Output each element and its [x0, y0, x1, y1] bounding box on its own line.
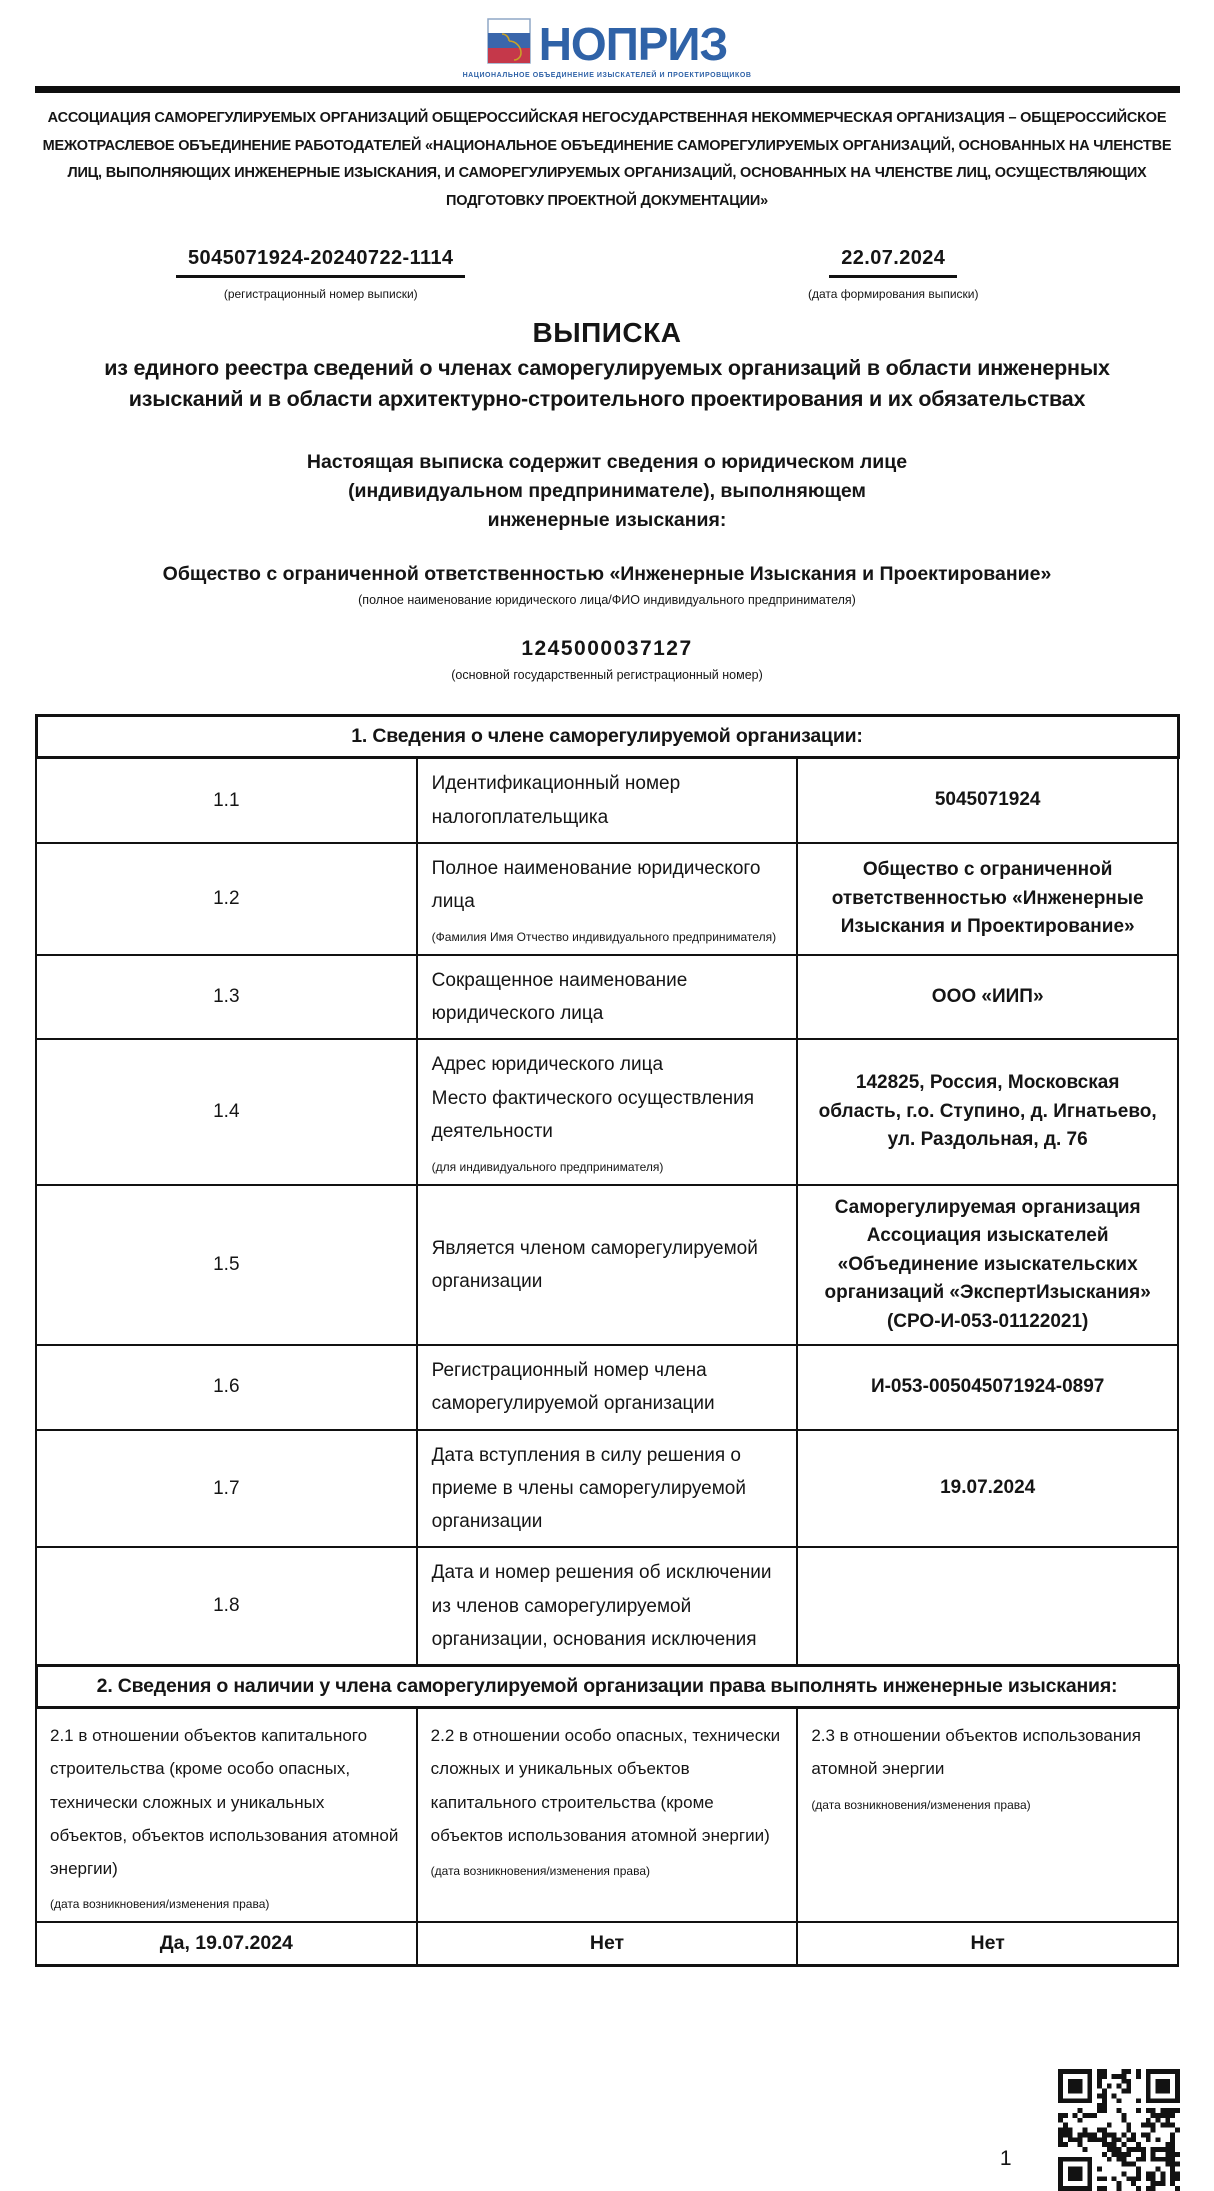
section2-header-row — [36, 1666, 1178, 1708]
section1-header-row — [36, 716, 1178, 758]
flag-icon — [487, 18, 531, 69]
right-note: (дата возникновения/изменения права) — [430, 1863, 651, 1878]
row-number: 1.2 — [36, 843, 417, 955]
row-label: Регистрационный номер члена саморегулируемой организации — [417, 1345, 798, 1430]
row-number: 1.3 — [36, 955, 417, 1040]
row-label-text2: Место фактического осуществления деятельности — [431, 1087, 755, 1142]
row-value: 19.07.2024 — [797, 1430, 1178, 1548]
row-label: Является членом саморегулируемой организации — [417, 1185, 798, 1346]
row-label-text: Полное наименование юридического лица — [431, 857, 761, 913]
brand-tagline: НАЦИОНАЛЬНОЕ ОБЪЕДИНЕНИЕ ИЗЫСКАТЕЛЕЙ И ПРОЕКТИРОВЩИКОВ — [462, 72, 752, 79]
table-row — [36, 843, 1178, 955]
right-text: 2.3 в отношении объектов использования атомной энергии — [811, 1726, 1141, 1779]
section1-title: 1. Сведения о члене саморегулируемой организации: — [36, 716, 1178, 758]
row-label-note: (Фамилия Имя Отчество индивидуального предпринимателя) — [431, 930, 777, 945]
right-note: (дата возникновения/изменения права) — [811, 1797, 1031, 1812]
reg-number-block — [35, 247, 608, 301]
row-number: 1.1 — [36, 758, 417, 843]
right-note: (дата возникновения/изменения права) — [50, 1896, 270, 1911]
row-number: 1.5 — [36, 1185, 417, 1346]
rights-table — [35, 1664, 1180, 1966]
document-title: ВЫПИСКА — [532, 317, 682, 349]
table-row — [36, 955, 1178, 1040]
row-label: Дата вступления в силу решения о приеме в члены саморегулируемой организации — [417, 1430, 798, 1548]
row-label — [417, 843, 798, 955]
right-answer: Да, 19.07.2024 — [36, 1922, 417, 1966]
table-row — [36, 1547, 1178, 1665]
row-value: И-053-005045071924-0897 — [797, 1345, 1178, 1430]
right-text: 2.1 в отношении объектов капитального строительства (кроме особо опасных, технически сложных и уникальных объектов, объектов использования атомной энергии) — [50, 1726, 399, 1878]
extract-date: 22.07.2024 — [829, 247, 957, 278]
extract-date-block — [607, 247, 1180, 301]
row-label-note: (для индивидуального предпринимателя) — [431, 1160, 664, 1175]
row-label — [417, 1039, 798, 1184]
ogrn-caption: (основной государственный регистрационный номер) — [451, 668, 763, 683]
meta-row — [35, 247, 1180, 301]
row-number: 1.8 — [36, 1547, 417, 1665]
table-row — [36, 1345, 1178, 1430]
right-cell — [36, 1708, 417, 1922]
table-row — [36, 1039, 1178, 1184]
reg-number: 5045071924-20240722-1114 — [176, 247, 465, 278]
association-header: АССОЦИАЦИЯ САМОРЕГУЛИРУЕМЫХ ОРГАНИЗАЦИЙ ОБЩЕРОССИЙСКАЯ НЕГОСУДАРСТВЕННАЯ НЕКОММЕРЧЕСКАЯ ОРГАНИЗАЦИЯ – ОБЩЕРОССИЙСКОЕ МЕЖОТРАСЛЕВОЕ ОБЪЕДИНЕНИЕ РАБОТОДАТЕЛЕЙ «НАЦИОНАЛЬНОЕ ОБЪЕДИНЕНИЕ САМОРЕГУЛИРУЕМЫХ ОРГАНИЗАЦИЙ, ОСНОВАННЫХ НА ЧЛЕНСТВЕ ЛИЦ, ВЫПОЛНЯЮЩИХ ИНЖЕНЕРНЫЕ ИЗЫСКАНИЯ, И САМОРЕГУЛИРУЕМЫХ ОРГАНИЗАЦИЙ, ОСНОВАННЫХ НА ЧЛЕНСТВЕ ЛИЦ, ОСУЩЕСТВЛЯЮЩИХ ПОДГОТОВКУ ПРОЕКТНОЙ ДОКУМЕНТАЦИИ» — [42, 110, 1172, 209]
row-label: Сокращенное наименование юридического лица — [417, 955, 798, 1040]
row-label: Дата и номер решения об исключении из членов саморегулируемой организации, основания исключения — [417, 1547, 798, 1665]
divider-bar — [35, 86, 1180, 93]
row-value: Общество с ограниченной ответственностью «Инженерные Изыскания и Проектирование» — [797, 843, 1178, 955]
row-value: ООО «ИИП» — [797, 955, 1178, 1040]
brand-name: НОПРИЗ — [538, 17, 728, 70]
right-cell — [797, 1708, 1178, 1922]
page-content — [35, 18, 1180, 2191]
row-number: 1.7 — [36, 1430, 417, 1548]
page-number: 1 — [999, 2146, 1012, 2170]
logo — [35, 18, 1180, 79]
page-footer — [35, 2069, 1180, 2191]
reg-number-caption: (регистрационный номер выписки) — [223, 287, 418, 302]
qr-code — [1058, 2069, 1180, 2191]
row-value: Саморегулируемая организация Ассоциация изыскателей «Объединение изыскательских организаций «ЭкспертИзыскания» (СРО-И-053-01122021) — [797, 1185, 1178, 1346]
section2-title: 2. Сведения о наличии у члена саморегулируемой организации права выполнять инженерные изыскания: — [36, 1666, 1178, 1708]
company-name: Общество с ограниченной ответственностью «Инженерные Изыскания и Проектирование» — [162, 563, 1052, 586]
right-cell — [417, 1708, 798, 1922]
member-info-table — [35, 714, 1180, 1666]
extract-date-caption: (дата формирования выписки) — [807, 287, 979, 302]
table-row — [36, 758, 1178, 843]
row-label: Идентификационный номер налогоплательщика — [417, 758, 798, 843]
row-number: 1.6 — [36, 1345, 417, 1430]
row-label-text: Адрес юридического лица — [431, 1054, 664, 1076]
document-page — [0, 17, 1214, 2170]
company-name-caption: (полное наименование юридического лица/ФИО индивидуального предпринимателя) — [358, 593, 856, 608]
document-intro: Настоящая выписка содержит сведения о юридическом лице (индивидуальном предпринимателе), выполняющем инженерные изыскания: — [306, 450, 908, 532]
ogrn-number: 1245000037127 — [521, 637, 693, 661]
row-value — [797, 1547, 1178, 1665]
rights-answer-row — [36, 1922, 1178, 1966]
document-subtitle: из единого реестра сведений о членах саморегулируемых организаций в области инженерных изысканий и в области архитектурно-строительного проектирования и их обязательствах — [104, 356, 1110, 412]
right-text: 2.2 в отношении особо опасных, технически сложных и уникальных объектов капитального строительства (кроме объектов использования атомной энергии) — [430, 1726, 781, 1845]
row-value: 142825, Россия, Московская область, г.о. Ступино, д. Игнатьево, ул. Раздольная, д. 76 — [797, 1039, 1178, 1184]
rights-description-row — [36, 1708, 1178, 1922]
right-answer: Нет — [797, 1922, 1178, 1966]
table-row — [36, 1185, 1178, 1346]
table-row — [36, 1430, 1178, 1548]
row-number: 1.4 — [36, 1039, 417, 1184]
row-value: 5045071924 — [797, 758, 1178, 843]
right-answer: Нет — [417, 1922, 798, 1966]
